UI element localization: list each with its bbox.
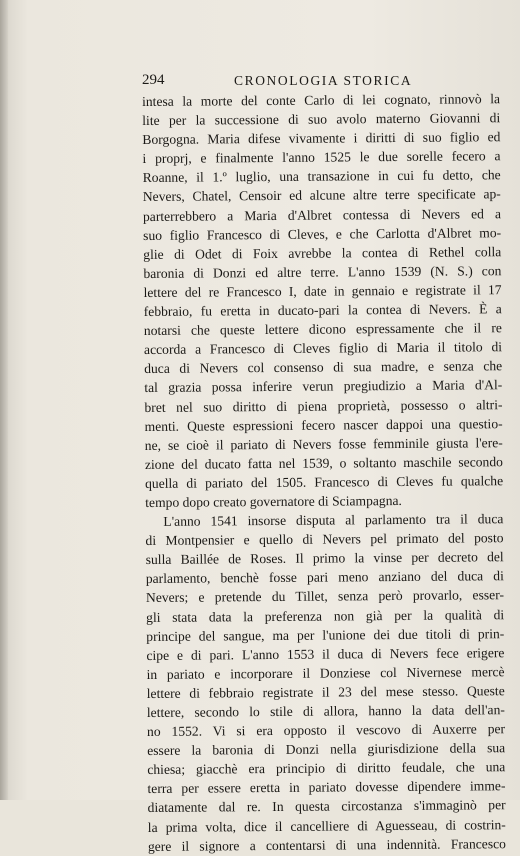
text-line: gli stata data la preferenza non già per la qualità di xyxy=(146,606,505,625)
text-line: intesa la morte del conte Carlo di lei cognato, rinnovò la xyxy=(142,91,501,109)
running-title: CRONOLOGIA STORICA xyxy=(234,73,413,88)
text-line: in pariato e incorporare il Donziese col Nivernese mercè xyxy=(146,663,505,682)
text-line: chiesa; giacchè era principio di diritto feudale, che una xyxy=(147,759,506,778)
text-line: Borgogna. Maria difese vivamente i diritti di suo figlio ed xyxy=(142,129,501,148)
text-line: menti. Queste espressioni fecero nascer dappoi una questio- xyxy=(144,415,503,434)
text-line: glie di Odet di Foix avrebbe la contea di Rethel colla xyxy=(143,243,502,262)
text-line: ne, se cioè il pariato di Nevers fosse femminile giusta l'ere- xyxy=(144,434,503,453)
text-line: suo figlio Francesco di Cleves, e che Carlotta d'Albret mo- xyxy=(143,224,502,243)
text-line: tal grazia possa inferire verun pregiudizio a Maria d'Al- xyxy=(144,377,503,396)
text-line: bret nel suo diritto di piena proprietà, possesso o altri- xyxy=(144,396,503,415)
text-line: lettere del re Francesco I, date in gennaio e registrate il 17 xyxy=(143,282,502,300)
text-line: i proprj, e finalmente l'anno 1525 le due sorelle fecero a xyxy=(142,148,501,167)
text-line: febbraio, fu eretta in ducato-pari la contea di Nevers. È a xyxy=(143,301,502,320)
text-line: baronia di Donzi ed altre terre. L'anno 1539 (N. S.) con xyxy=(143,263,502,281)
text-line: no 1552. Vi si era opposto il vescovo di Auxerre per xyxy=(146,721,506,740)
text-line: sulla Baillée de Roses. Il primo la vinse per decreto del xyxy=(145,549,504,568)
text-line: Roanne, il 1.º luglio, una transazione in cui fu detto, che xyxy=(142,167,501,186)
text-line: lettere, secondo lo stile di allora, hanno la data dell'an- xyxy=(146,702,505,720)
text-line: accorda a Francesco di Cleves figlio di Maria il titolo di xyxy=(143,339,503,358)
text-line: cipe e di pari. L'anno 1553 il duca di Nevers fece erigere xyxy=(146,644,505,663)
text-line: lettere di febbraio registrate il 23 del mese stesso. Queste xyxy=(146,683,505,701)
text-line: diatamente dal re. In questa circostanza s'immaginò per xyxy=(147,797,506,816)
text-line: quella di pariato del 1505. Francesco di Cleves fu qualche xyxy=(145,473,504,491)
text-line: parlamento, benchè fosse pari meno anziano del duca di xyxy=(145,568,504,587)
text-line: essere la baronia di Donzi nella giurisdizione della sua xyxy=(147,740,506,759)
text-line: Nevers, Chatel, Censoir ed alcune altre terre specificate ap- xyxy=(142,186,501,205)
page-number: 294 xyxy=(142,72,165,88)
text-line: parterrebbero a Maria d'Albret contessa di Nevers ed a xyxy=(142,205,502,224)
text-line: principe del sangue, ma per l'unione dei due titoli di prin- xyxy=(146,625,505,644)
text-line: notarsi che queste lettere dicono espressamente che il re xyxy=(143,320,502,339)
text-line: L'anno 1541 insorse disputa al parlamento tra il duca xyxy=(163,511,504,529)
text-line: terra per essere eretta in pariato dovesse dipendere imme- xyxy=(147,778,506,797)
text-line: zione del ducato fatta nel 1539, o soltanto maschile secondo xyxy=(144,453,503,472)
text-line: duca di Nevers col consenso di sua madre, e senza che xyxy=(144,358,503,377)
body-text xyxy=(142,89,506,856)
text-line: di Montpensier e quello di Nevers pel primato del posto xyxy=(145,530,504,549)
text-line: Nevers; e pretende du Tillet, senza però provarlo, esser- xyxy=(145,587,505,606)
text-line: lite per la successione di suo avolo materno Giovanni di xyxy=(142,110,501,129)
text-line: la prima volta, dice il cancelliere di Aguesseau, di costrin- xyxy=(147,816,506,835)
text-line: tempo dopo creato governatore di Sciampagna. xyxy=(145,492,402,510)
page-binding-edge xyxy=(0,0,8,800)
text-line: gere il signore a contentarsi di una indennità. Francesco xyxy=(147,835,506,854)
